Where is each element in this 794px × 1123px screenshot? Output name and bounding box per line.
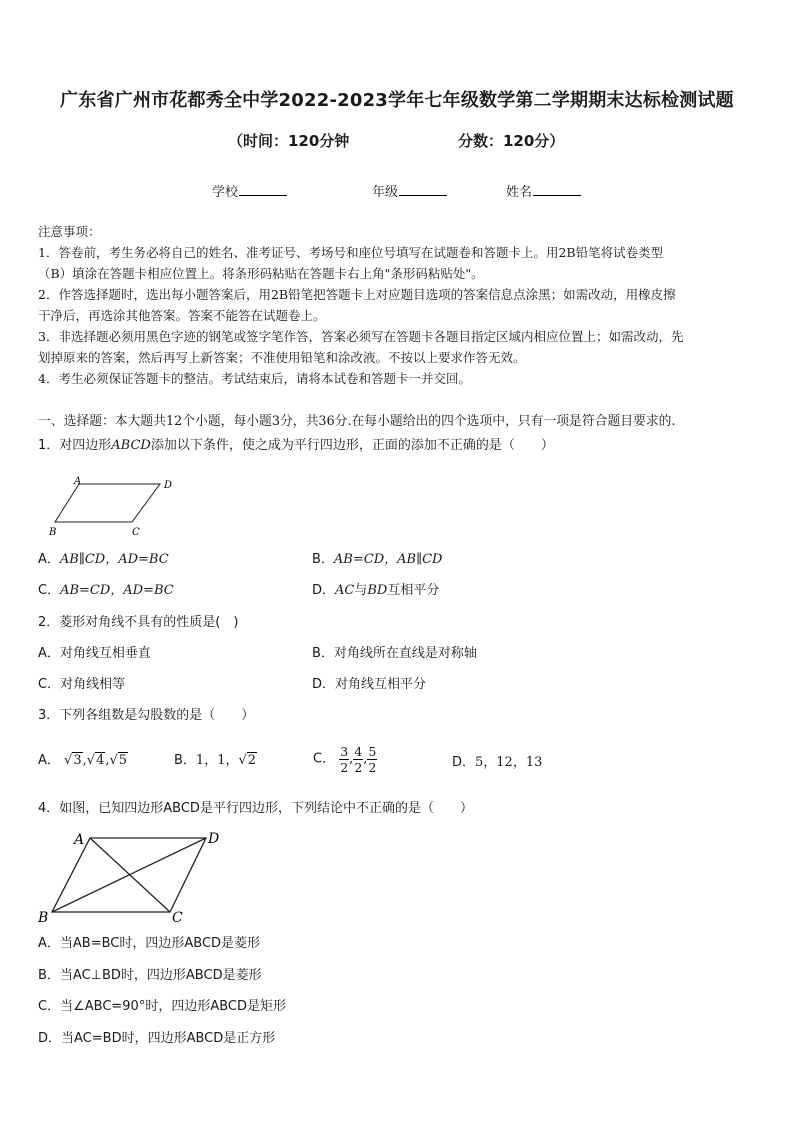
option-text: 5，12，13 [475, 755, 543, 770]
option-text: 与 [354, 583, 368, 598]
radicand: 3 [73, 753, 82, 768]
option-text: 对角线所在直线是对称轴 [333, 646, 477, 661]
option-letter: C． [38, 583, 61, 598]
q2-option-d[interactable] [312, 676, 426, 694]
notice-line: 3．非选择题必须用黑色字迹的钢笔或签字笔作答，答案必须写在答题卡各题目指定区域内相应位置上；如需改动，先 [38, 329, 684, 344]
q2-option-b[interactable] [312, 645, 477, 663]
option-text: AB∥CD，AD=BC [59, 552, 169, 567]
q3-option-d[interactable] [452, 754, 542, 772]
denominator: 2 [340, 760, 349, 775]
numerator: 4 [354, 744, 363, 759]
fraction [367, 744, 377, 775]
q1-option-d[interactable] [312, 582, 439, 600]
q4-option-d[interactable]: D．当AC=BD时，四边形ABCD是正方形 [38, 1031, 276, 1046]
option-letter: D． [452, 755, 476, 770]
option-text: 对角线互相垂直 [59, 646, 151, 661]
grade-field[interactable] [372, 181, 447, 200]
question-3-stem: 3．下列各组数是勾股数的是（ ） [38, 708, 255, 723]
q4-option-c[interactable]: C．当∠ABC=90°时，四边形ABCD是矩形 [38, 999, 286, 1014]
option-text: AB=CD，AD=BC [60, 583, 174, 598]
radicand: 5 [118, 753, 128, 768]
denominator: 2 [354, 760, 363, 775]
question-4-stem: 4．如图，已知四边形ABCD是平行四边形，下列结论中不正确的是（ ） [38, 801, 473, 816]
option-letter: D． [312, 677, 336, 692]
q1-parallelogram-figure [46, 474, 176, 540]
option-text: 对角线互相平分 [335, 677, 427, 692]
notice-line: 2．作答选择题时，选出每小题答案后，用2B铅笔把答题卡上对应题目选项的答案信息点涂黑；如需改动，用橡皮擦 [38, 287, 676, 302]
option-letter: A． [38, 753, 60, 768]
q2-option-a[interactable] [38, 645, 151, 663]
name-label: 姓名 [506, 185, 533, 200]
q3-option-c[interactable]: C． $\frac{3}{2}$ , $\frac{4}{2}$ , $\frac{5}{2}$ [313, 744, 377, 775]
notice-block [38, 221, 683, 389]
option-var: AC [335, 583, 355, 598]
q1-label-b: B [49, 527, 57, 538]
q1-parallelogram [55, 484, 160, 522]
option-text: 对角线相等 [60, 677, 126, 692]
option-var: BD [367, 583, 388, 598]
notice-line: 划掉原来的答案，然后再写上新答案；不准使用铅笔和涂改液。不按以上要求作答无效。 [38, 350, 526, 365]
sqrt-symbol: √2 [238, 753, 257, 768]
grade-blank[interactable] [399, 183, 447, 196]
fraction [353, 744, 363, 775]
name-field[interactable] [506, 181, 581, 200]
option-text: 互相平分 [387, 583, 440, 598]
sqrt-symbol: √3 [64, 753, 82, 768]
radicand: 4 [96, 753, 105, 768]
school-field[interactable] [212, 181, 287, 200]
notice-line: 1．答卷前，考生务必将自己的姓名、准考证号、考场号和座位号填写在试题卷和答题卡上。用2B铅笔将试卷类型 [38, 245, 664, 260]
q4-option-a[interactable]: A．当AB=BC时，四边形ABCD是菱形 [38, 936, 261, 951]
q4-parallelogram-figure [34, 826, 224, 926]
notice-line: 4．考生必须保证答题卡的整洁。考试结束后，请将本试卷和答题卡一并交回。 [38, 371, 471, 386]
q1-stem-text: 1．对四边形 [38, 438, 112, 453]
option-letter: D． [312, 583, 336, 598]
option-letter: C． [313, 751, 336, 767]
option-letter: B． [312, 552, 334, 567]
q1-option-b[interactable] [312, 551, 442, 569]
grade-label: 年级 [372, 185, 399, 200]
q4-diagonal-bd [52, 838, 206, 912]
option-letter: B． [312, 646, 334, 661]
option-letter: A． [38, 646, 60, 661]
option-text: AB=CD，AB∥CD [333, 552, 443, 567]
q1-label-c: C [132, 527, 140, 538]
q1-option-c[interactable] [38, 582, 174, 600]
exam-time: （时间：120分钟 [228, 132, 350, 150]
q4-label-d: D [208, 831, 220, 847]
option-text: 1，1， [195, 753, 239, 768]
exam-title: 广东省广州市花都秀全中学2022-2023学年七年级数学第二学期期末达标检测试题 [60, 90, 734, 111]
q1-label-d: D [164, 480, 173, 491]
q3-option-a[interactable]: A． √3,√4,√5 [38, 753, 128, 768]
option-letter: B． [174, 753, 196, 768]
school-label: 学校 [212, 185, 239, 200]
radicand: 2 [247, 753, 257, 768]
q1-stem-var: ABCD [111, 438, 151, 453]
q4-label-c: C [172, 910, 183, 926]
q4-label-a: A [74, 832, 85, 848]
q3-option-b[interactable] [174, 752, 257, 770]
q4-label-b: B [38, 910, 49, 926]
denominator: 2 [368, 760, 377, 775]
numerator: 3 [340, 744, 349, 759]
question-1-stem [38, 437, 554, 455]
notice-heading: 注意事项： [38, 224, 101, 239]
question-2-stem: 2．菱形对角线不具有的性质是( ) [38, 615, 239, 630]
q4-option-b[interactable]: B．当AC⊥BD时，四边形ABCD是菱形 [38, 968, 262, 983]
q1-stem-text-2: 添加以下条件，使之成为平行四边形，正面的添加不正确的是（ ） [150, 438, 554, 453]
name-blank[interactable] [533, 183, 581, 196]
sqrt-symbol: √4 [86, 753, 105, 768]
exam-score: 分数：120分） [458, 132, 565, 150]
q1-label-a: A [74, 476, 82, 487]
q2-option-c[interactable] [38, 676, 125, 694]
notice-line: 干净后，再选涂其他答案。答案不能答在试题卷上。 [38, 308, 326, 323]
numerator: 5 [368, 744, 377, 759]
sqrt-symbol: √5 [109, 753, 128, 768]
section-heading: 一、选择题：本大题共12个小题，每小题3分，共36分.在每小题给出的四个选项中，只有一项是符合题目要求的. [38, 414, 676, 429]
q1-option-a[interactable] [38, 551, 169, 569]
school-blank[interactable] [239, 183, 287, 196]
option-letter: A． [38, 552, 60, 567]
notice-line: （B）填涂在答题卡相应位置上。将条形码粘贴在答题卡右上角"条形码粘贴处"。 [38, 266, 484, 281]
option-letter: C． [38, 677, 61, 692]
fraction [339, 744, 349, 775]
